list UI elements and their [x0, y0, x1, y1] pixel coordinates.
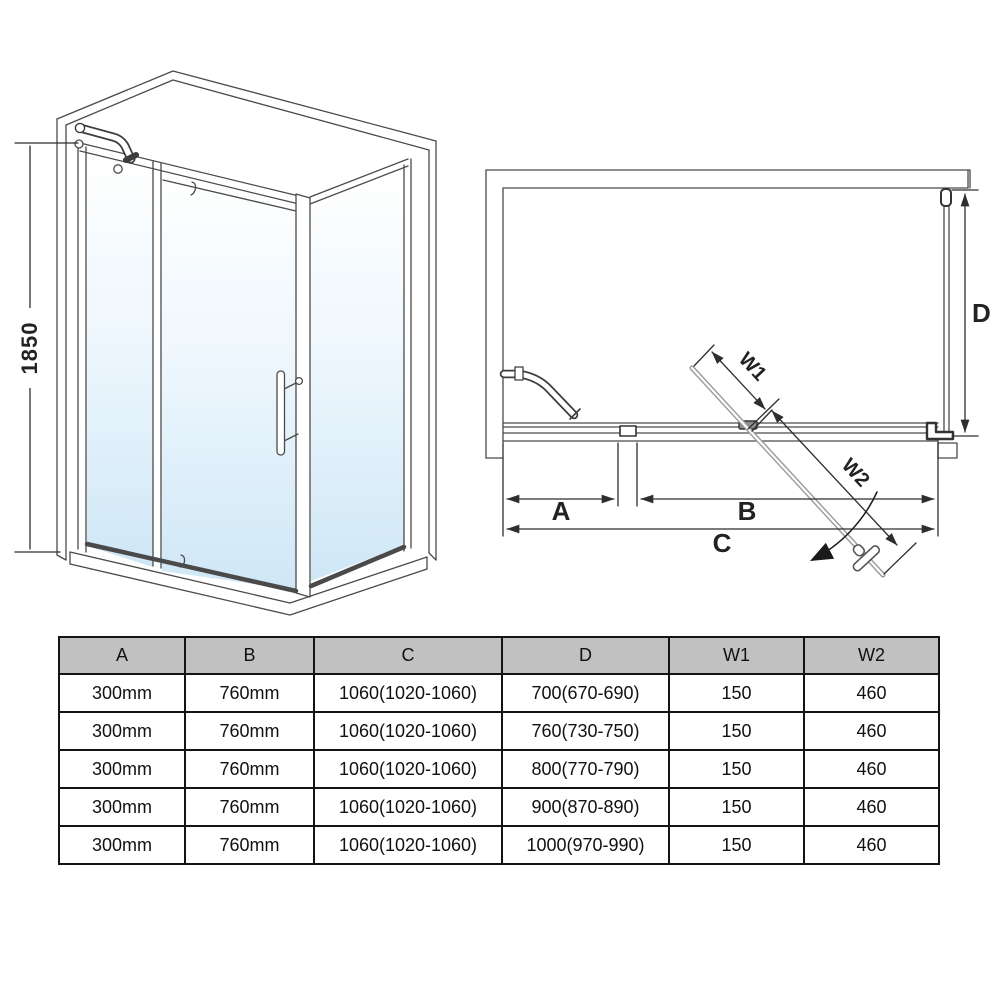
table-cell: 300mm — [59, 826, 185, 864]
table-cell: 300mm — [59, 674, 185, 712]
table-row — [59, 674, 939, 712]
table-cell: 760(730-750) — [502, 712, 669, 750]
table-cell: 460 — [804, 826, 939, 864]
plan-front-track — [503, 421, 938, 441]
table-cell: 760mm — [185, 674, 314, 712]
header-cell-c: C — [314, 637, 502, 674]
table-header-row — [59, 637, 939, 674]
table-cell: 760mm — [185, 788, 314, 826]
table-cell: 760mm — [185, 750, 314, 788]
elevation-view — [15, 71, 436, 615]
table-cell: 760mm — [185, 826, 314, 864]
table-cell: 1060(1020-1060) — [314, 826, 502, 864]
panel-clamp-top — [941, 189, 951, 206]
table-cell: 800(770-790) — [502, 750, 669, 788]
table-cell: 460 — [804, 674, 939, 712]
dim-label-c: C — [712, 528, 732, 558]
glass-panels — [87, 153, 404, 590]
plan-side-panel — [927, 189, 953, 439]
dim-label-w2: W2 — [837, 454, 874, 492]
dimension-spec-table — [58, 636, 940, 865]
table-cell: 300mm — [59, 750, 185, 788]
table-cell: 300mm — [59, 788, 185, 826]
table-cell: 150 — [669, 750, 804, 788]
table-cell: 150 — [669, 788, 804, 826]
dim-label-w1: W1 — [734, 348, 771, 386]
table-cell: 460 — [804, 712, 939, 750]
table-cell: 460 — [804, 750, 939, 788]
header-cell-w1: W1 — [669, 637, 804, 674]
table-row — [59, 788, 939, 826]
dim-label-a: A — [551, 496, 571, 526]
height-dimension-label: 1850 — [17, 321, 42, 375]
table-cell: 760mm — [185, 712, 314, 750]
dim-label-d: D — [972, 298, 991, 328]
table-cell: 1060(1020-1060) — [314, 674, 502, 712]
dim-label-b: B — [737, 496, 757, 526]
plan-walls — [486, 170, 970, 458]
header-cell-b: B — [185, 637, 314, 674]
table-row — [59, 750, 939, 788]
table-cell: 900(870-890) — [502, 788, 669, 826]
table-cell: 150 — [669, 674, 804, 712]
plan-dimensions — [503, 190, 991, 574]
table-cell: 1060(1020-1060) — [314, 788, 502, 826]
table-cell: 300mm — [59, 712, 185, 750]
plan-view — [486, 170, 991, 575]
table-cell: 460 — [804, 788, 939, 826]
table-cell: 1060(1020-1060) — [314, 712, 502, 750]
door-swing-arc — [812, 492, 877, 560]
header-cell-d: D — [502, 637, 669, 674]
table-cell: 1060(1020-1060) — [314, 750, 502, 788]
table-row — [59, 826, 939, 864]
header-cell-w2: W2 — [804, 637, 939, 674]
table-row — [59, 712, 939, 750]
table-cell: 1000(970-990) — [502, 826, 669, 864]
table-cell: 150 — [669, 712, 804, 750]
table-cell: 150 — [669, 826, 804, 864]
header-cell-a: A — [59, 637, 185, 674]
shower-arm-plan-icon — [504, 367, 580, 419]
table-cell: 700(670-690) — [502, 674, 669, 712]
hinge-bracket — [620, 426, 636, 436]
height-dimension — [15, 143, 78, 552]
shower-arm-icon — [75, 123, 136, 160]
